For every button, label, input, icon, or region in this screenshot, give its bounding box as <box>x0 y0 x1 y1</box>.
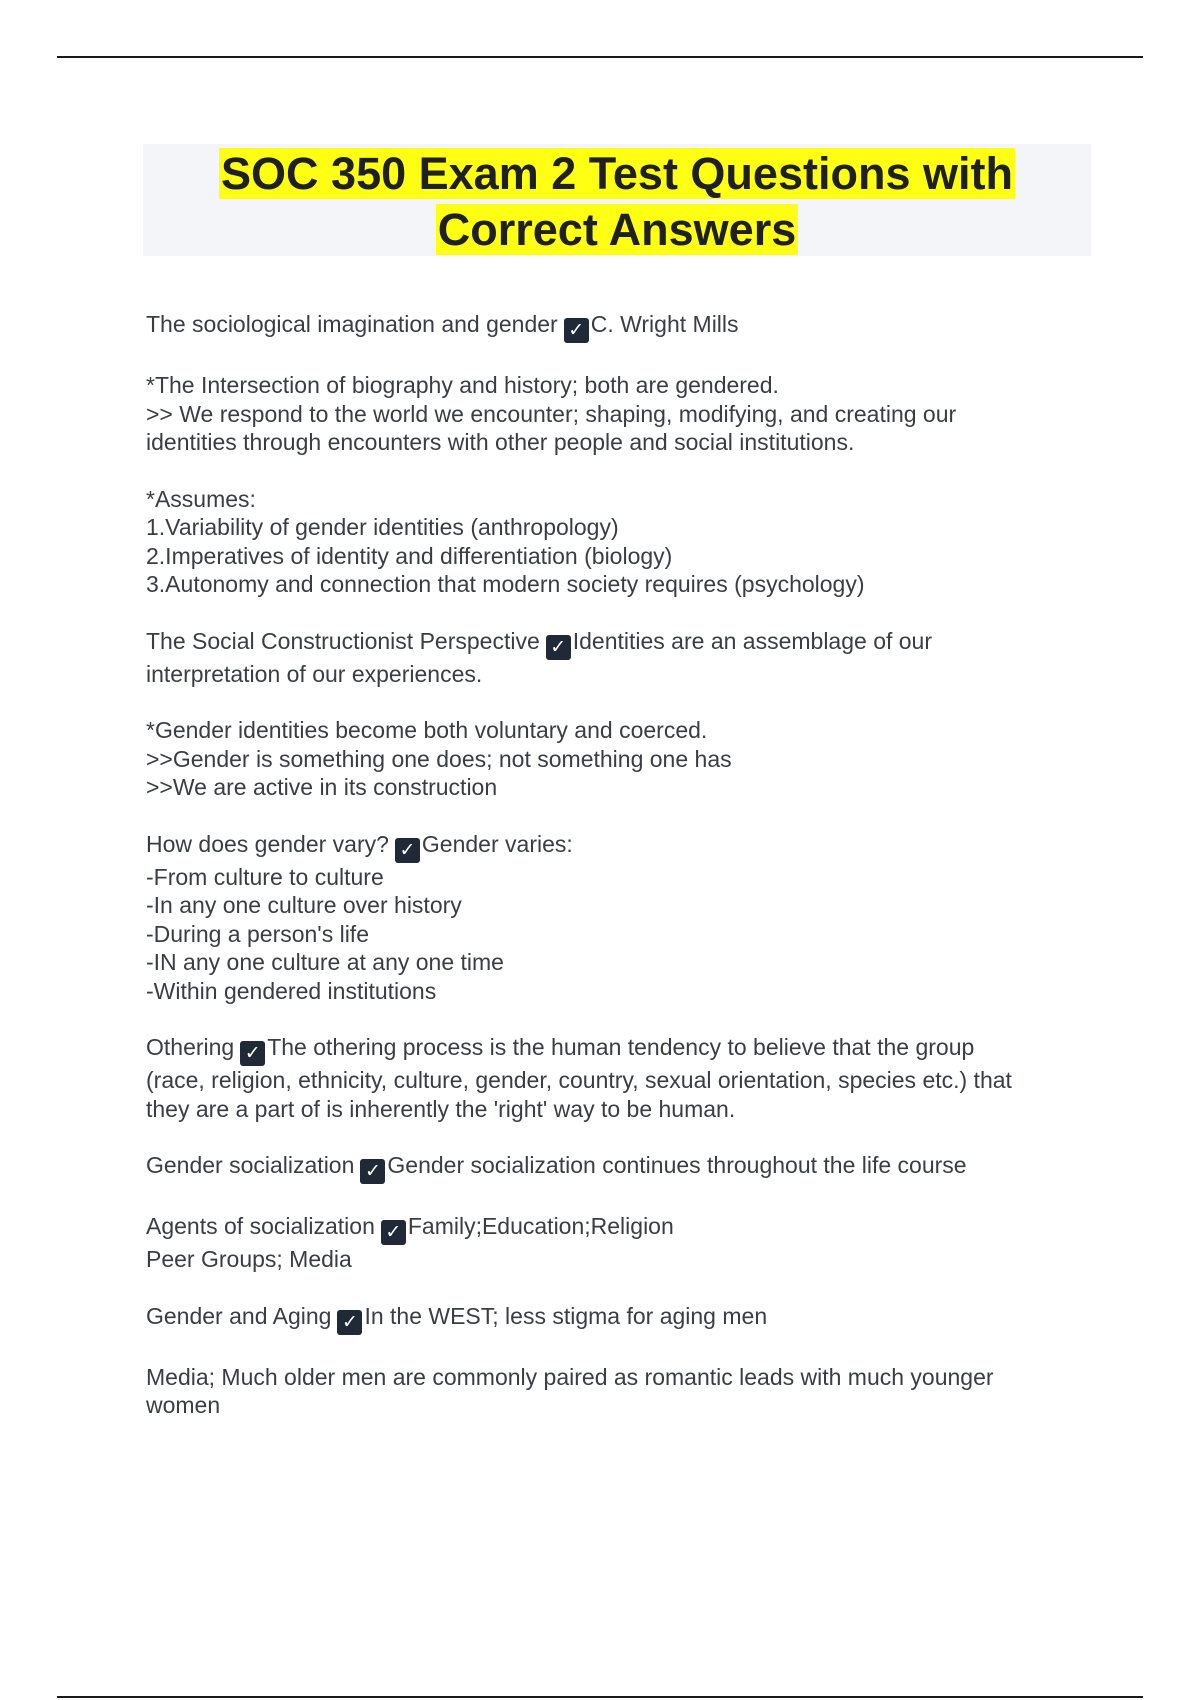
checkmark-icon: ✓ <box>564 318 589 343</box>
qa-entry <box>146 1151 1076 1184</box>
qa-text-line: -IN any one culture at any one time <box>146 949 504 975</box>
qa-text-line: identities through encounters with other people and social institutions. <box>146 429 855 455</box>
qa-entry-first-line <box>146 1151 1076 1184</box>
qa-entry-first-line <box>146 310 1076 343</box>
qa-text-line: 2.Imperatives of identity and differentiation (biology) <box>146 542 673 569</box>
qa-text-line: Media; Much older men are commonly paired as romantic leads with much younger <box>146 1363 994 1390</box>
qa-entry-first-line <box>146 627 1076 660</box>
qa-text-line: -During a person's life <box>146 920 369 947</box>
qa-definition: In the WEST; less stigma for aging men <box>364 1302 768 1329</box>
qa-term: The sociological imagination and gender <box>146 311 558 337</box>
checkmark-icon: ✓ <box>240 1041 265 1066</box>
qa-text-line: -Within gendered institutions <box>146 977 437 1004</box>
qa-text-line: *The Intersection of biography and history; both are gendered. <box>146 372 779 398</box>
qa-text-line: 3.Autonomy and connection that modern society requires (psychology) <box>146 571 865 597</box>
qa-text-line: Peer Groups; Media <box>146 1246 352 1272</box>
qa-text-line: they are a part of is inherently the 'right' way to be human. <box>146 1095 736 1122</box>
qa-entry <box>146 1302 1076 1335</box>
qa-text-line: interpretation of our experiences. <box>146 660 483 687</box>
qa-entry-first-line <box>146 1302 1076 1335</box>
qa-text-line: >>Gender is something one does; not something one has <box>146 745 732 772</box>
qa-text-line: >>We are active in its construction <box>146 774 498 800</box>
qa-term: Gender socialization <box>146 1152 355 1178</box>
qa-definition: Gender socialization continues throughout the life course <box>387 1152 967 1178</box>
qa-entry <box>146 371 1076 457</box>
qa-list <box>146 310 1076 1448</box>
qa-entry <box>146 1033 1076 1123</box>
qa-entry-first-line <box>146 1212 1076 1245</box>
qa-definition: Gender varies: <box>421 830 573 857</box>
qa-term: The Social Constructionist Perspective <box>146 627 540 654</box>
qa-entry <box>146 1363 1076 1420</box>
qa-text-line: 1.Variability of gender identities (anthropology) <box>146 514 619 540</box>
checkmark-icon: ✓ <box>546 635 571 660</box>
qa-definition: The othering process is the human tendency to believe that the group <box>267 1034 975 1060</box>
qa-term: How does gender vary? <box>146 830 389 857</box>
qa-text-line: -From culture to culture <box>146 863 384 890</box>
qa-entry <box>146 1212 1076 1274</box>
qa-definition: Family;Education;Religion <box>407 1213 674 1239</box>
qa-text-line: *Assumes: <box>146 485 256 512</box>
title-line-2: Correct Answers <box>437 204 797 255</box>
bottom-rule <box>57 1696 1143 1698</box>
qa-entry <box>146 485 1076 599</box>
qa-text-line: women <box>146 1392 221 1418</box>
title-banner <box>143 144 1091 256</box>
qa-entry <box>146 830 1076 1006</box>
qa-entry <box>146 627 1076 689</box>
qa-definition: C. Wright Mills <box>590 311 739 337</box>
qa-text-line: >> We respond to the world we encounter; shaping, modifying, and creating our <box>146 400 957 427</box>
page-title <box>143 144 1091 258</box>
qa-term: Agents of socialization <box>146 1213 375 1239</box>
qa-text-line: -In any one culture over history <box>146 892 462 918</box>
qa-entry-first-line <box>146 1033 1076 1066</box>
qa-text-line: (race, religion, ethnicity, culture, gender, country, sexual orientation, species etc.) that <box>146 1067 1012 1093</box>
qa-term: Othering <box>146 1034 235 1060</box>
qa-entry <box>146 716 1076 802</box>
qa-term: Gender and Aging <box>146 1302 332 1329</box>
qa-entry-first-line <box>146 830 1076 863</box>
qa-text-line: *Gender identities become both voluntary and coerced. <box>146 717 708 743</box>
checkmark-icon: ✓ <box>381 1220 406 1245</box>
qa-definition: Identities are an assemblage of our <box>572 627 933 654</box>
top-rule <box>57 56 1143 58</box>
checkmark-icon: ✓ <box>360 1159 385 1184</box>
checkmark-icon: ✓ <box>337 1310 362 1335</box>
title-line-1: SOC 350 Exam 2 Test Questions with <box>221 148 1013 199</box>
qa-entry <box>146 310 1076 343</box>
checkmark-icon: ✓ <box>395 838 420 863</box>
